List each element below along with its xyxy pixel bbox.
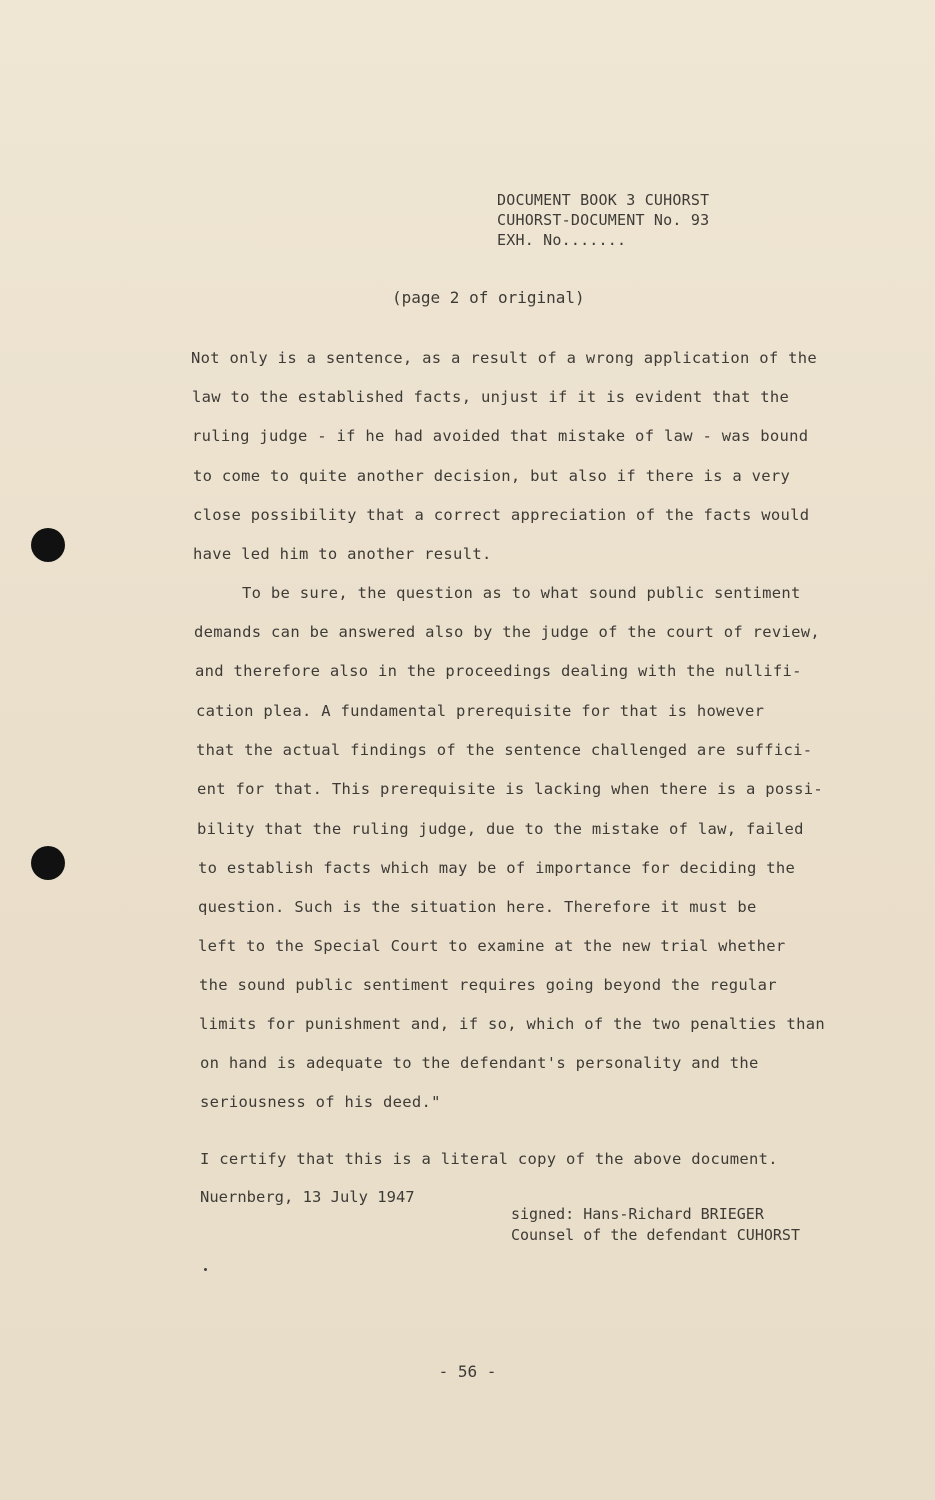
signature-block (511, 1204, 800, 1246)
text-line: Not only is a sentence, as a result of a wrong application of the (191, 349, 818, 367)
text-line: have led him to another result. (193, 545, 492, 563)
text-line: demands can be answered also by the judge of the court of review, (194, 623, 821, 641)
punch-hole (31, 846, 65, 880)
text-line: seriousness of his deed." (200, 1093, 441, 1111)
text-line: cation plea. A fundamental prerequisite for that is however (196, 702, 765, 720)
text-line: that the actual findings of the sentence challenged are suffici- (196, 741, 813, 759)
certification-statement: I certify that this is a literal copy of the above document. (200, 1150, 778, 1168)
text-line: ruling judge - if he had avoided that mistake of law - was bound (192, 427, 809, 445)
place-and-date: Nuernberg, 13 July 1947 (200, 1188, 415, 1206)
signer-name: signed: Hans-Richard BRIEGER (511, 1205, 764, 1223)
punch-hole (31, 528, 65, 562)
text-line: bility that the ruling judge, due to the mistake of law, failed (197, 820, 804, 838)
text-line: limits for punishment and, if so, which of the two penalties than (199, 1015, 826, 1033)
text-line: the sound public sentiment requires going beyond the regular (199, 976, 777, 994)
text-line: ent for that. This prerequisite is lacking when there is a possi- (197, 780, 824, 798)
document-header (497, 190, 709, 250)
stray-mark (204, 1268, 207, 1271)
page-number: - 56 - (438, 1362, 497, 1381)
text-line: on hand is adequate to the defendant's personality and the (200, 1054, 759, 1072)
signer-title: Counsel of the defendant CUHORST (511, 1226, 800, 1244)
text-line: to come to quite another decision, but also if there is a very (193, 467, 791, 485)
text-line: law to the established facts, unjust if it is evident that the (192, 388, 790, 406)
header-document-number: CUHORST-DOCUMENT No. 93 (497, 211, 710, 229)
text-line: left to the Special Court to examine at the new trial whether (198, 937, 786, 955)
text-line: and therefore also in the proceedings dealing with the nullifi- (195, 662, 802, 680)
header-exhibit-number: EXH. No....... (497, 231, 627, 249)
text-line: to establish facts which may be of importance for deciding the (198, 859, 796, 877)
header-document-book: DOCUMENT BOOK 3 CUHORST (497, 191, 710, 209)
page-of-original-note: (page 2 of original) (392, 288, 585, 307)
text-line: To be sure, the question as to what sound public sentiment (242, 584, 801, 602)
text-line: question. Such is the situation here. Therefore it must be (198, 898, 757, 916)
text-line: close possibility that a correct appreciation of the facts would (193, 506, 810, 524)
